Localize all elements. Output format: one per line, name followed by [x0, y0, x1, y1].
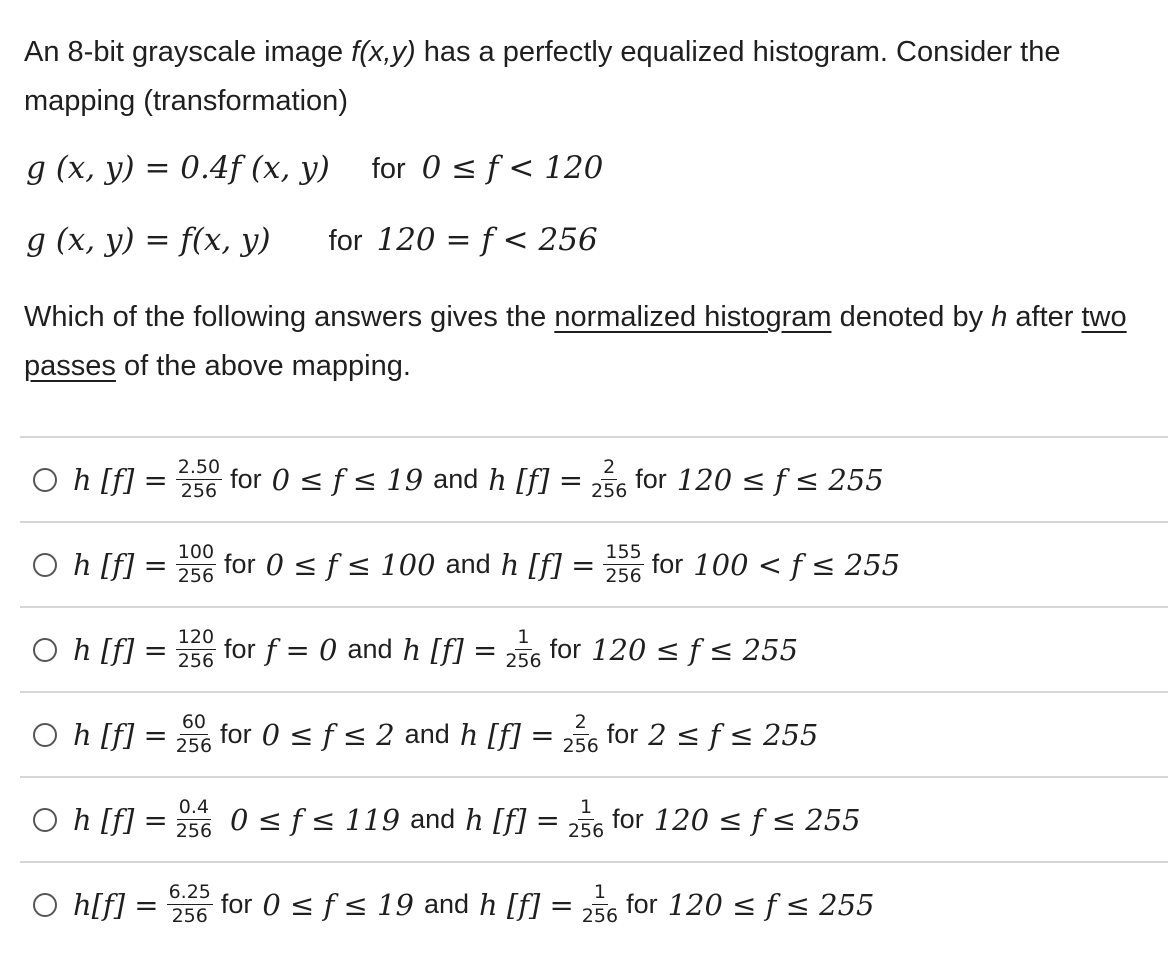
fraction-numerator: 0.4 [178, 796, 210, 818]
option-and: and [410, 804, 456, 834]
radio-button[interactable] [33, 723, 57, 747]
equation-1-for: for [371, 153, 406, 185]
option-for-1: for [224, 634, 256, 664]
option-condition-2: 2 ≤ f ≤ 255 [648, 717, 819, 752]
fraction-numerator: 2 [603, 456, 616, 478]
option-mid-lhs: h [f] = [465, 802, 560, 837]
option-condition-1: 0 ≤ f ≤ 100 [265, 547, 436, 582]
equation-1-condition: 0 ≤ f < 120 [421, 150, 604, 186]
fraction-first [167, 882, 213, 927]
fraction-denominator: 256 [581, 905, 619, 927]
fraction-first [176, 797, 212, 842]
option-for-1: for [220, 719, 252, 749]
fraction-second [582, 882, 618, 927]
normalized-histogram-emphasis: normalized histogram [554, 301, 832, 333]
answer-option-1[interactable] [20, 436, 1168, 521]
fraction-first [176, 712, 212, 757]
fraction-denominator: 256 [562, 735, 599, 757]
question-prompt-text: Which of the following answers gives the normalized histogram denoted by h after two passes of the above mapping. [24, 301, 1127, 382]
option-lhs: h [f] = [73, 462, 168, 497]
radio-button[interactable] [33, 893, 57, 917]
option-mid-lhs: h [f] = [488, 462, 584, 497]
fraction-denominator: 256 [177, 565, 215, 587]
option-and: and [423, 889, 470, 919]
fraction-second [505, 627, 541, 672]
option-condition-1: 0 ≤ f ≤ 19 [262, 887, 414, 922]
option-for-2: for [626, 889, 658, 919]
fraction-numerator: 100 [177, 541, 215, 563]
fraction-denominator: 256 [177, 650, 215, 672]
fraction-denominator: 256 [180, 480, 218, 502]
fraction-first [176, 542, 216, 587]
fraction-first [176, 627, 216, 672]
fraction-denominator: 256 [567, 820, 605, 842]
fraction-numerator: 60 [181, 711, 206, 733]
option-for-2: for [549, 634, 582, 664]
question-prompt [24, 293, 1144, 391]
radio-button[interactable] [33, 468, 57, 492]
option-lhs: h [f] = [73, 802, 168, 837]
option-and: and [433, 464, 479, 494]
option-lhs: h [f] = [73, 547, 168, 582]
option-for-1: for [220, 889, 253, 919]
question-intro [24, 28, 1154, 126]
option-mid-lhs: h [f] = [402, 632, 498, 667]
option-formula [73, 457, 884, 502]
option-condition-2: 120 ≤ f ≤ 255 [667, 887, 875, 922]
option-mid-lhs: h [f] = [500, 547, 596, 582]
option-formula [73, 882, 875, 927]
option-condition-1: 0 ≤ f ≤ 119 [230, 802, 401, 837]
option-condition-2: 100 < f ≤ 255 [693, 547, 901, 582]
option-for-2: for [606, 719, 639, 749]
option-for-1: for [224, 549, 256, 579]
option-for-1: for [230, 464, 262, 494]
option-formula [73, 712, 818, 757]
fraction-denominator: 256 [605, 565, 642, 587]
equation-1-lhs: g (x, y) = 0.4f (x, y) [26, 150, 330, 186]
equation-2-condition: 120 = f < 256 [376, 222, 598, 258]
option-for-2: for [635, 464, 667, 494]
answer-option-5[interactable] [20, 776, 1168, 861]
question-intro-text: An 8-bit grayscale image f(x,y) has a perfectly equalized histogram. Consider the mapping (transformation) [24, 36, 1061, 117]
two-passes-emphasis: two passes [24, 301, 1127, 382]
fraction-numerator: 6.25 [168, 881, 211, 903]
option-condition-2: 120 ≤ f ≤ 255 [653, 802, 861, 837]
answer-option-4[interactable] [20, 691, 1168, 776]
option-condition-1: 0 ≤ f ≤ 2 [261, 717, 395, 752]
answer-option-2[interactable] [20, 521, 1168, 606]
mapping-equation-2 [26, 222, 598, 258]
fraction-first [176, 457, 222, 502]
option-lhs: h[f] = [73, 887, 159, 922]
fraction-numerator: 1 [579, 796, 593, 818]
fraction-denominator: 256 [175, 820, 213, 842]
option-formula [73, 542, 900, 587]
option-lhs: h [f] = [73, 632, 168, 667]
answer-option-6[interactable] [20, 861, 1168, 946]
fraction-denominator: 256 [591, 480, 628, 502]
option-condition-1: f = 0 [265, 632, 338, 667]
fraction-denominator: 256 [171, 905, 208, 927]
fraction-denominator: 256 [505, 650, 542, 672]
option-lhs: h [f] = [73, 717, 168, 752]
option-and: and [404, 719, 450, 749]
option-formula [73, 797, 861, 842]
answer-option-3[interactable] [20, 606, 1168, 691]
radio-button[interactable] [33, 808, 57, 832]
fraction-second [568, 797, 604, 842]
equation-2-for: for [328, 225, 363, 257]
fraction-second [591, 457, 627, 502]
fraction-numerator: 2 [574, 711, 587, 733]
fraction-second [603, 542, 643, 587]
radio-button[interactable] [33, 638, 57, 662]
mapping-equation-1 [26, 150, 603, 186]
fraction-denominator: 256 [175, 735, 213, 757]
fraction-numerator: 2.50 [177, 456, 221, 478]
fraction-numerator: 120 [177, 626, 215, 648]
radio-button[interactable] [33, 553, 57, 577]
option-for-2: for [612, 804, 644, 834]
option-and: and [445, 549, 491, 579]
option-mid-lhs: h [f] = [479, 887, 574, 922]
option-condition-1: 0 ≤ f ≤ 19 [271, 462, 424, 497]
fraction-second [563, 712, 599, 757]
answer-options [20, 436, 1168, 946]
option-mid-lhs: h [f] = [459, 717, 555, 752]
fraction-numerator: 1 [517, 626, 530, 648]
image-function: f(x,y) [351, 36, 416, 68]
option-and: and [347, 634, 393, 664]
fraction-numerator: 155 [605, 541, 642, 563]
fraction-numerator: 1 [593, 881, 606, 903]
option-condition-2: 120 ≤ f ≤ 255 [591, 632, 799, 667]
option-for-2: for [651, 549, 684, 579]
equation-2-lhs: g (x, y) = f(x, y) [26, 222, 271, 258]
option-formula [73, 627, 798, 672]
option-condition-2: 120 ≤ f ≤ 255 [676, 462, 884, 497]
